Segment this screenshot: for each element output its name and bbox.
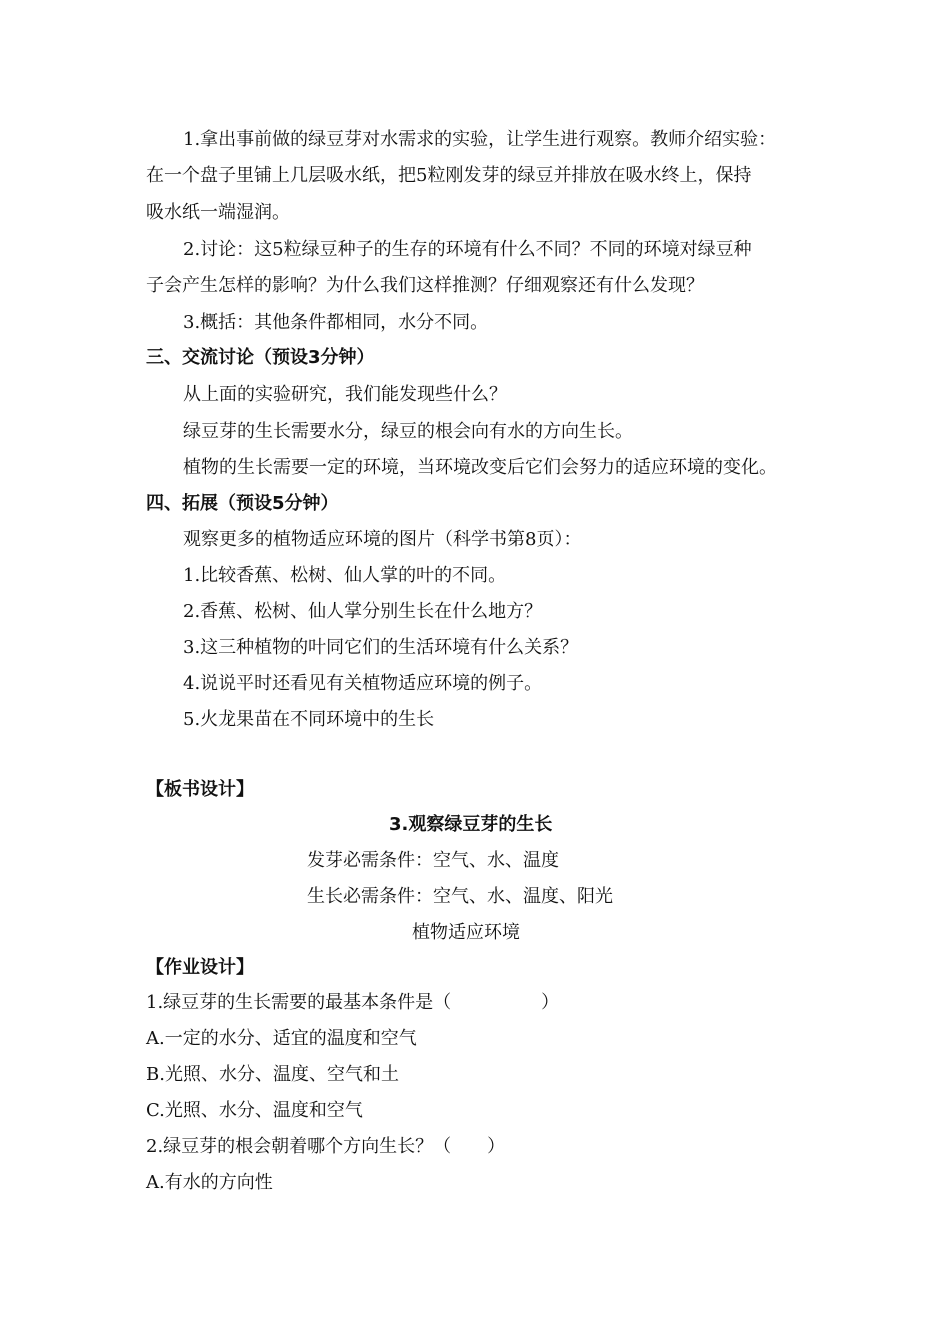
paragraph-line: 2.讨论：这5粒绿豆种子的生存的环境有什么不同？不同的环境对绿豆种 [183,239,752,260]
paragraph-line: 绿豆芽的生长需要水分，绿豆的根会向有水的方向生长。 [183,421,633,442]
board-heading: 【板书设计】 [146,779,254,800]
paragraph-line: 观察更多的植物适应环境的图片（科学书第8页）： [183,529,582,550]
list-item: 5.火龙果苗在不同环境中的生长 [183,709,435,730]
question: 1.绿豆芽的生长需要的最基本条件是（ ） [146,992,560,1013]
section-heading: 三、交流讨论（预设3分钟） [146,347,375,368]
paragraph-line: 植物的生长需要一定的环境，当环境改变后它们会努力的适应环境的变化。 [183,457,777,478]
option: A.一定的水分、适宜的温度和空气 [146,1028,417,1049]
section-heading: 四、拓展（预设5分钟） [146,493,339,514]
paragraph-line: 从上面的实验研究，我们能发现些什么？ [183,384,507,405]
paragraph-line: 吸水纸一端湿润。 [146,202,290,223]
list-item: 4.说说平时还看见有关植物适应环境的例子。 [183,673,543,694]
list-item: 3.这三种植物的叶同它们的生活环境有什么关系？ [183,637,579,658]
option: B.光照、水分、温度、空气和土 [146,1064,399,1085]
list-item: 1.比较香蕉、松树、仙人掌的叶的不同。 [183,565,507,586]
question: 2.绿豆芽的根会朝着哪个方向生长？（ ） [146,1136,506,1157]
homework-heading: 【作业设计】 [146,957,254,978]
board-title: 3.观察绿豆芽的生长 [389,814,553,835]
paragraph-line: 子会产生怎样的影响？为什么我们这样推测？仔细观察还有什么发现？ [146,275,704,296]
paragraph-line: 1.拿出事前做的绿豆芽对水需求的实验，让学生进行观察。教师介绍实验： [183,129,777,150]
paragraph-line: 3.概括：其他条件都相同，水分不同。 [183,312,489,333]
board-line: 植物适应环境 [412,922,520,943]
board-line: 发芽必需条件：空气、水、温度 [307,850,559,871]
board-line: 生长必需条件：空气、水、温度、阳光 [307,886,613,907]
list-item: 2.香蕉、松树、仙人掌分别生长在什么地方？ [183,601,543,622]
option: C.光照、水分、温度和空气 [146,1100,363,1121]
option: A.有水的方向性 [146,1172,273,1193]
paragraph-line: 在一个盘子里铺上几层吸水纸，把5粒刚发芽的绿豆并排放在吸水终上，保持 [146,165,752,186]
